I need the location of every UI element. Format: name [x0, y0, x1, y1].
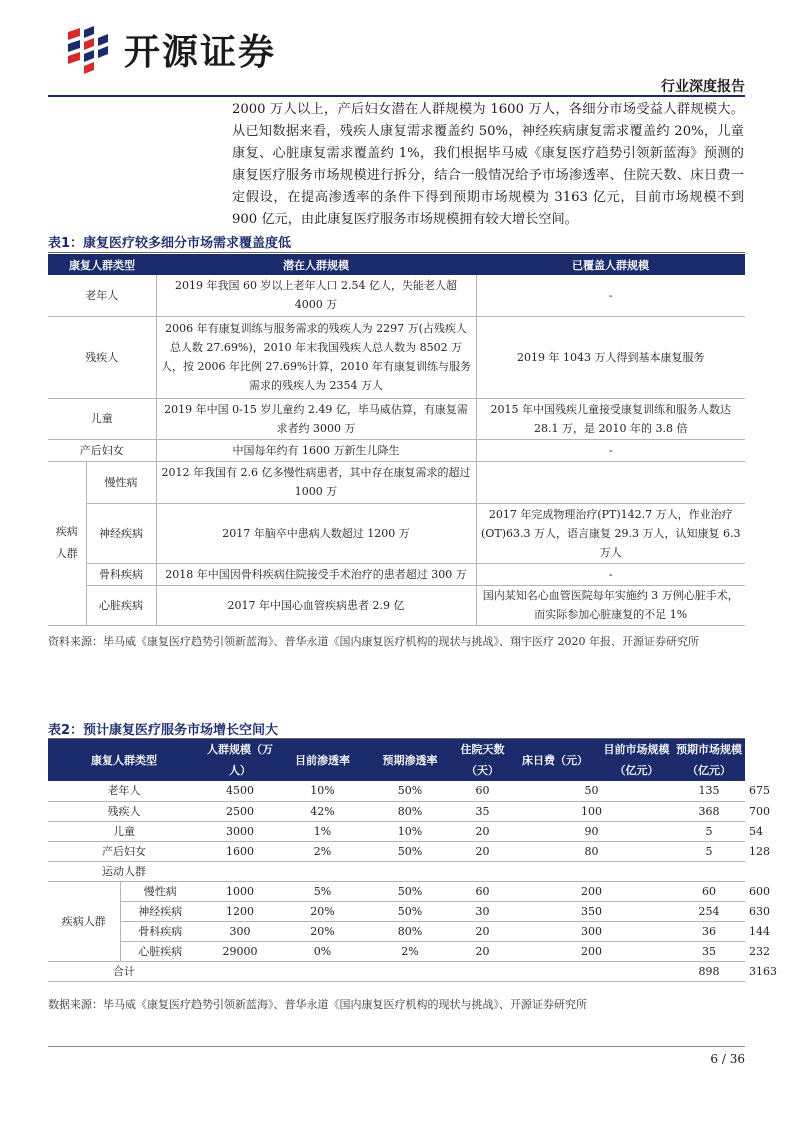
row-fee: [510, 861, 673, 881]
table2-header-exp-mkt: 预期市场规模（亿元）: [673, 739, 745, 781]
row-potential: 中国每年约有 1600 万新生儿降生: [156, 439, 476, 461]
table2: [48, 739, 777, 982]
row-type: 神经疾病: [120, 901, 200, 921]
table-row: 心脏疾病 29000 0% 2% 20 200 35 232: [48, 941, 745, 961]
table1-header-potential: 潜在人群规模: [156, 254, 476, 275]
table1-top-rule: [48, 252, 745, 253]
row-cur-pen: 5%: [280, 881, 365, 901]
table2-header-size: 人群规模（万人）: [200, 739, 280, 781]
table2-source: 数据来源：毕马威《康复医疗趋势引领新蓝海》、普华永道《国内康复医疗机构的现状与挑战》、开源证券研究所: [48, 998, 587, 1011]
table2-caption: 表2：预计康复医疗服务市场增长空间大: [48, 723, 279, 738]
row-exp-pen: 50%: [365, 881, 455, 901]
row-exp-pen: 80%: [365, 801, 455, 821]
row-type: 儿童: [48, 821, 200, 841]
row-type: 残疾人: [48, 316, 156, 398]
table-row: [48, 563, 745, 585]
row-size: [200, 861, 280, 881]
table2-header-days: 住院天数（天）: [455, 739, 510, 781]
row-type: 残疾人: [48, 801, 200, 821]
table1: [48, 254, 745, 626]
row-exp-pen: 50%: [365, 841, 455, 861]
row-type: 老年人: [48, 781, 200, 801]
row-type: 慢性病: [86, 461, 156, 503]
row-days: 60: [455, 781, 510, 801]
row-potential: 2018 年中国因骨科疾病住院接受手术治疗的患者超过 300 万: [156, 563, 476, 585]
row-cur-mkt: 36: [673, 921, 745, 941]
table-row: 老年人 4500 10% 50% 60 50 135 675: [48, 781, 745, 801]
row-size: 29000: [200, 941, 280, 961]
row-covered: [476, 461, 745, 503]
row-cur-pen: 10%: [280, 781, 365, 801]
table1-source: 资料来源：毕马威《康复医疗趋势引领新蓝海》、普华永道《国内康复医疗机构的现状与挑战》、翔宇医疗 2020 年报、开源证券研究所: [48, 635, 699, 648]
table2-header-fee: 床日费（元）: [510, 739, 600, 781]
row-type: 慢性病: [120, 881, 200, 901]
row-size: 300: [200, 921, 280, 941]
row-cur-mkt: 5: [673, 821, 745, 841]
row-covered: -: [476, 563, 745, 585]
row-cur-mkt: 5: [673, 841, 745, 861]
brand-name: 开源证券: [124, 31, 277, 73]
row-fee: 200: [510, 881, 673, 901]
row-cur-mkt: [673, 861, 745, 881]
report-type: 行业深度报告: [661, 79, 745, 95]
row-covered: 2017 年完成物理治疗(PT)142.7 万人，作业治疗(OT)63.3 万人，语言康复 29.3 万人，认知康复 6.3 万人: [476, 503, 745, 563]
row-size: [200, 961, 280, 981]
disease-group-label: 疾病人群: [48, 881, 120, 961]
row-type: 神经疾病: [86, 503, 156, 563]
row-days: [455, 861, 510, 881]
row-cur-mkt: 368: [673, 801, 745, 821]
row-type: 产后妇女: [48, 439, 156, 461]
row-fee: 200: [510, 941, 673, 961]
brand-logo: [64, 22, 276, 76]
row-potential: 2012 年我国有 2.6 亿多慢性病患者，其中存在康复需求的超过 1000 万: [156, 461, 476, 503]
table-row: 儿童 3000 1% 10% 20 90 5 54: [48, 821, 745, 841]
row-covered: -: [476, 439, 745, 461]
row-exp-pen: [365, 861, 455, 881]
table-row: [48, 316, 745, 398]
intro-paragraph: 2000 万人以上，产后妇女潜在人群规模为 1600 万人，各细分市场受益人群规模大。从已知数据来看，残疾人康复需求覆盖约 50%，神经疾病康复需求覆盖约 20%，儿童康复、心脏康复需求覆盖约 1%，我们根据毕马威《康复医疗趋势引领新蓝海》预测的康复医疗服务市场规模进行拆分，结合一般情况给予市场渗透率、住院天数、床日费一定假设，在提高渗透率的条件下得到预期市场规模为 3163 亿元，目前市场规模不到 900 亿元，由此康复医疗服务市场规模拥有较大增长空间。: [232, 102, 744, 227]
row-cur-mkt: 254: [673, 901, 745, 921]
row-size: 1000: [200, 881, 280, 901]
row-cur-mkt: 898: [673, 961, 745, 981]
row-exp-pen: 50%: [365, 901, 455, 921]
table-row: [48, 503, 745, 563]
row-covered: 2015 年中国残疾儿童接受康复训练和服务人数达 28.1 万，是 2010 年的 3.8 倍: [476, 398, 745, 439]
row-type: 心脏疾病: [120, 941, 200, 961]
row-type: 老年人: [48, 275, 156, 316]
row-cur-pen: 2%: [280, 841, 365, 861]
table2-header-type: 康复人群类型: [48, 739, 200, 781]
row-fee: 100: [510, 801, 673, 821]
row-fee: [510, 961, 673, 981]
table1-header-covered: 已覆盖人群规模: [476, 254, 745, 275]
row-potential: 2019 年中国 0-15 岁儿童约 2.49 亿，毕马威估算，有康复需求者约 3000 万: [156, 398, 476, 439]
row-exp-pen: 2%: [365, 941, 455, 961]
row-cur-pen: 1%: [280, 821, 365, 841]
table-row: [48, 439, 745, 461]
row-type: 儿童: [48, 398, 156, 439]
table-row: [48, 585, 745, 625]
header-divider: [48, 95, 745, 97]
row-cur-pen: 20%: [280, 921, 365, 941]
row-type: 合计: [48, 961, 200, 981]
row-size: 3000: [200, 821, 280, 841]
row-size: 1600: [200, 841, 280, 861]
row-potential: 2006 年有康复训练与服务需求的残疾人为 2297 万(占残疾人总人数 27.69%)，2010 年末我国残疾人总人数为 8502 万人，按 2006 年比例 27.69%计算，2010 年有康复训练与服务需求的残疾人为 2354 万人: [156, 316, 476, 398]
row-cur-pen: 20%: [280, 901, 365, 921]
row-potential: 2019 年我国 60 岁以上老年人口 2.54 亿人，失能老人超 4000 万: [156, 275, 476, 316]
row-type: 骨科疾病: [86, 563, 156, 585]
row-exp-pen: 10%: [365, 821, 455, 841]
table-row-total: 合计 898 3163: [48, 961, 745, 981]
row-size: 2500: [200, 801, 280, 821]
row-type: 运动人群: [48, 861, 200, 881]
row-fee: 90: [510, 821, 673, 841]
table-row: [48, 861, 745, 881]
row-type: 心脏疾病: [86, 585, 156, 625]
row-exp-pen: 50%: [365, 781, 455, 801]
row-days: 20: [455, 821, 510, 841]
row-fee: 50: [510, 781, 673, 801]
row-days: 20: [455, 941, 510, 961]
table1-header-row: [48, 254, 745, 275]
row-covered: -: [476, 275, 745, 316]
logo-mark-icon: [64, 24, 114, 74]
table-row: [48, 275, 745, 316]
table2-header-row: [48, 739, 745, 781]
row-days: 60: [455, 881, 510, 901]
row-cur-mkt: 60: [673, 881, 745, 901]
row-size: 1200: [200, 901, 280, 921]
table2-header-cur-mkt: 目前市场规模（亿元）: [600, 739, 673, 781]
row-days: 30: [455, 901, 510, 921]
row-fee: 300: [510, 921, 673, 941]
table1-header-type: 康复人群类型: [48, 254, 156, 275]
row-type: 产后妇女: [48, 841, 200, 861]
row-cur-pen: 42%: [280, 801, 365, 821]
row-fee: 80: [510, 841, 673, 861]
disease-group-label: 疾病人群: [48, 461, 86, 625]
row-size: 4500: [200, 781, 280, 801]
table-row: 产后妇女 1600 2% 50% 20 80 5 128: [48, 841, 745, 861]
table-row: [48, 398, 745, 439]
table-row: 骨科疾病 300 20% 80% 20 300 36 144: [48, 921, 745, 941]
table1-caption: 表1：康复医疗较多细分市场需求覆盖度低: [48, 236, 292, 251]
row-potential: 2017 年中国心血管疾病患者 2.9 亿: [156, 585, 476, 625]
row-fee: 350: [510, 901, 673, 921]
row-exp-pen: [365, 961, 455, 981]
page-number: 6 / 36: [710, 1052, 745, 1066]
row-covered: 国内某知名心血管医院每年实施约 3 万例心脏手术，而实际参加心脏康复的不足 1%: [476, 585, 745, 625]
table-row: 疾病人群 慢性病 1000 5% 50% 60 200 60 600: [48, 881, 745, 901]
row-cur-pen: [280, 961, 365, 981]
row-exp-pen: 80%: [365, 921, 455, 941]
row-days: 20: [455, 841, 510, 861]
row-days: [455, 961, 510, 981]
row-covered: 2019 年 1043 万人得到基本康复服务: [476, 316, 745, 398]
table-row: [48, 461, 745, 503]
row-cur-pen: [280, 861, 365, 881]
table-row: 残疾人 2500 42% 80% 35 100 368 700: [48, 801, 745, 821]
row-type: 骨科疾病: [120, 921, 200, 941]
row-potential: 2017 年脑卒中患病人数超过 1200 万: [156, 503, 476, 563]
row-cur-mkt: 35: [673, 941, 745, 961]
table2-header-cur-pen: 目前渗透率: [280, 739, 365, 781]
footer-divider: [48, 1046, 745, 1047]
row-cur-pen: 0%: [280, 941, 365, 961]
table-row: 神经疾病 1200 20% 50% 30 350 254 630: [48, 901, 745, 921]
row-cur-mkt: 135: [673, 781, 745, 801]
table2-header-exp-pen: 预期渗透率: [365, 739, 455, 781]
row-days: 35: [455, 801, 510, 821]
row-days: 20: [455, 921, 510, 941]
